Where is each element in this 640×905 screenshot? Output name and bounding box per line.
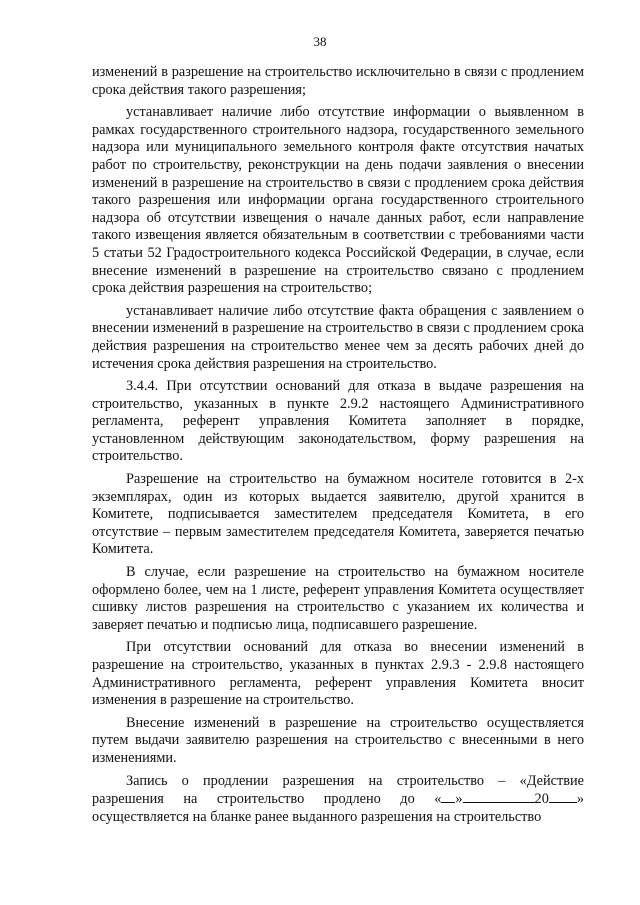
paragraph-extension-record <box>92 773 584 827</box>
paragraph-paper-permit: Разрешение на строительство на бумажном носителе готовится в 2-х экземплярах, один из которых выдается заявителю, другой хранится в Комитете, подписывается заместителем председателя Комитета, в его отсутствие – первым заместителем председателя Комитета, заверяется печатью Комитета. <box>92 471 584 558</box>
month-blank <box>463 790 535 803</box>
extension-text-end: » осуществляется на бланке ранее выданного разрешения на строительство <box>92 791 584 825</box>
extension-text-mid1: » <box>455 791 463 808</box>
year-blank <box>549 790 577 803</box>
document-body <box>92 64 584 826</box>
extension-text-year: 20 <box>534 791 549 808</box>
day-blank <box>441 790 455 803</box>
paragraph-continuation: изменений в разрешение на строительство исключительно в связи с продлением срока действия такого разрешения; <box>92 64 584 98</box>
extension-text-start: Запись о продлении разрешения на строительство – «Действие разрешения на строительство продлено до « <box>92 772 584 808</box>
paragraph-amendment-issue: Внесение изменений в разрешение на строительство осуществляется путем выдачи заявителю разрешения на строительство с внесенными в него изменениями. <box>92 714 584 766</box>
paragraph-3-4-4: 3.4.4. При отсутствии оснований для отказа в выдаче разрешения на строительство, указанных в пункте 2.9.2 настоящего Административного регламента, референт управления Комитета заполняет в порядке, установленном действующим законодательством, форму разрешения на строительство. <box>92 378 584 465</box>
paragraph-amendments: При отсутствии оснований для отказа во внесении изменений в разрешение на строительство, указанных в пунктах 2.9.3 - 2.9.8 настоящего Административного регламента, референт управления Комитета вносит изменения в разрешение на строительство. <box>92 639 584 709</box>
paragraph-multi-sheet: В случае, если разрешение на строительство на бумажном носителе оформлено более, чем на 1 листе, референт управления Комитета осуществляет сшивку листов разрешения на строительство с указанием их количества и заверяет печатью и подписью лица, подписавшего разрешение. <box>92 564 584 633</box>
paragraph-deadline-check: устанавливает наличие либо отсутствие факта обращения с заявлением о внесении изменений в разрешение на строительство в связи с продлением срока действия разрешения на строительство менее чем за десять рабочих дней до истечения срока действия разрешения на строительство. <box>92 302 584 372</box>
page-number: 38 <box>313 34 327 49</box>
paragraph-info-check: устанавливает наличие либо отсутствие информации о выявленном в рамках государственного строительного надзора, государственного земельного надзора или муниципального земельного контроля факте отсутствия начатых работ по строительству, реконструкции на день подачи заявления о внесении изменений в разрешение на строительство в связи с продлением срока действия такого разрешения или информации органа государственного строительного надзора об отсутствии извещения о начале данных работ, если направление такого извещения является обязательным в соответствии с требованиями части 5 статьи 52 Градостроительного кодекса Российской Федерации, в случае, если внесение изменений в разрешение на строительство связано с продлением срока действия разрешения на строительство; <box>92 104 584 297</box>
